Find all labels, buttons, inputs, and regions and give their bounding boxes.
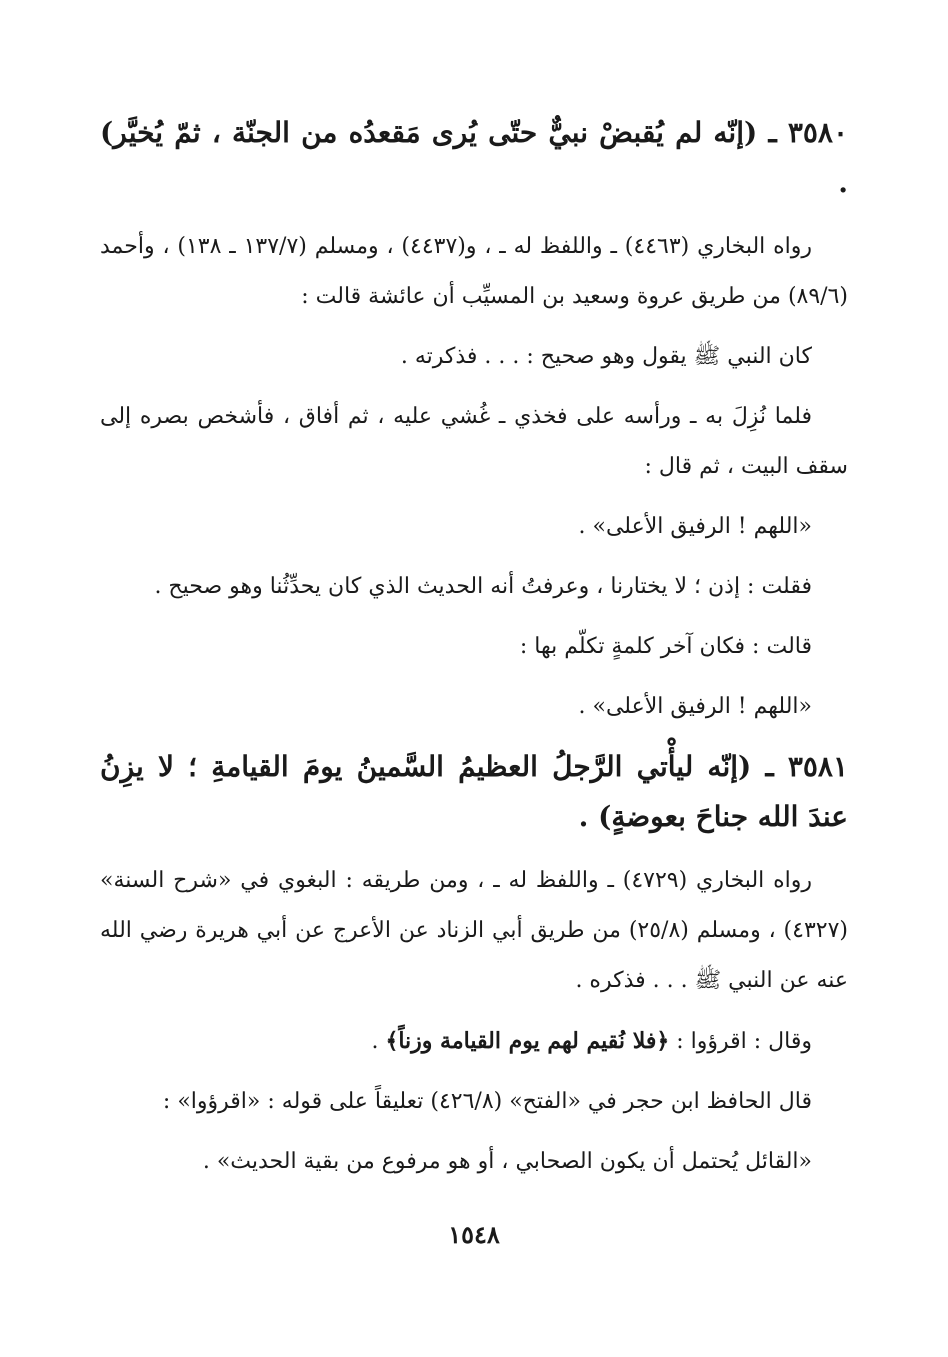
hadith-3580-text-2: فلما نُزِلَ به ـ ورأسه على فخذي ـ غُشي عليه ، ثم أفاق ، فأشخص بصره إلى سقف البيت ، ثم قال : bbox=[100, 404, 848, 479]
page-body bbox=[100, 108, 848, 1197]
hadith-3581-title: ٣٥٨١ ـ (إنّه ليأْتي الرَّجلُ العظيمُ السَّمينُ يومَ القيامةِ ؛ لا يزِنُ عندَ الله جناحَ بعوضةٍ) . bbox=[100, 750, 848, 833]
hadith-3580-text-4: قالت : فكان آخر كلمةٍ تكلّم بها : bbox=[519, 634, 812, 659]
quranic-verse: ﴿فلا نُقيم لهم يوم القيامة وزناً﴾ bbox=[385, 1028, 670, 1054]
hadith-3580-quote-2: «اللهم ! الرفيق الأعلى» . bbox=[578, 694, 812, 719]
said-suffix: . bbox=[371, 1029, 386, 1054]
hadith-3580-source: رواه البخاري (٤٤٦٣) ـ واللفظ له ـ ، و(٤٤٣٧) ، ومسلم (١٣٧/٧ ـ ١٣٨) ، وأحمد (٨٩/٦) من طريق عروة وسعيد بن المسيِّب أن عائشة قالت : bbox=[100, 234, 848, 309]
said-prefix: وقال : اقرؤوا : bbox=[676, 1029, 812, 1054]
hadith-3580-text-1: كان النبي ﷺ يقول وهو صحيح : . . . فذكرته . bbox=[400, 344, 812, 369]
page-number: ١٥٤٨ bbox=[448, 1220, 500, 1249]
hadith-3580-text-3: فقلت : إذن ؛ لا يختارنا ، وعرفتُ أنه الحديث الذي كان يحدِّثُنا وهو صحيح . bbox=[154, 574, 812, 599]
hadith-3580-quote-1: «اللهم ! الرفيق الأعلى» . bbox=[578, 514, 812, 539]
hadith-3580-title: ٣٥٨٠ ـ (إنّه لم يُقبضْ نبيٌّ حتّى يُرى مَقعدُه من الجنّة ، ثمّ يُخيَّر) . bbox=[100, 116, 848, 199]
hadith-3581-said bbox=[100, 1016, 848, 1067]
ibn-hajar-quote: «القائل يُحتمل أن يكون الصحابي ، أو هو مرفوع من بقية الحديث» . bbox=[202, 1149, 812, 1174]
ibn-hajar-comment: قال الحافظ ابن حجر في «الفتح» (٤٢٦/٨) تعليقاً على قوله : «اقرؤوا» : bbox=[162, 1089, 812, 1114]
hadith-3581-source: رواه البخاري (٤٧٢٩) ـ واللفظ له ـ ، ومن طريقه : البغوي في «شرح السنة» (٤٣٢٧) ، ومسلم (٢٥/٨) من طريق أبي الزناد عن الأعرج عن أبي هريرة رضي الله عنه عن النبي ﷺ . . . فذكره . bbox=[100, 868, 848, 993]
